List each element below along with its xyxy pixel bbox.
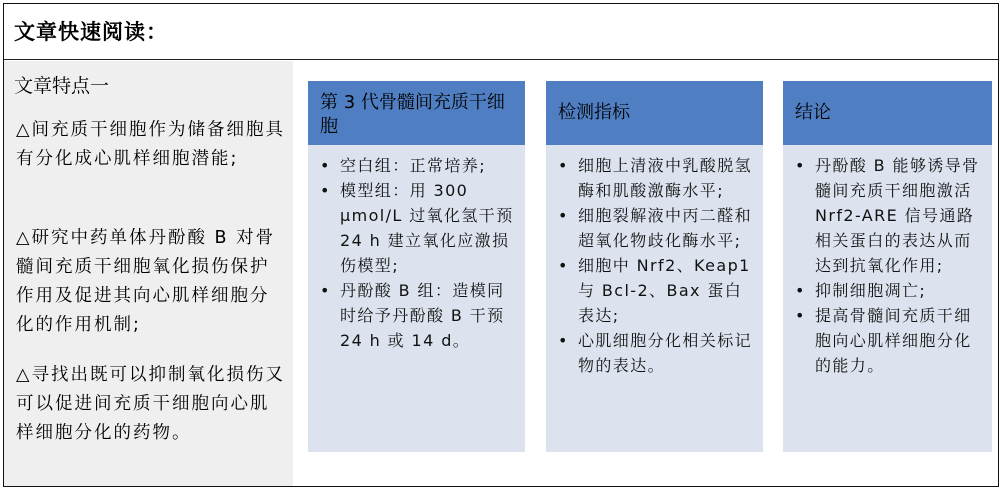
list-item: • 丹酚酸 B 组：造模同时给予丹酚酸 B 干预 24 h 或 14 d。	[318, 278, 517, 353]
column-conclusion	[783, 81, 992, 452]
column-header-conclusion: 结论	[783, 81, 992, 145]
column-cells	[308, 81, 525, 452]
column-body-conclusion	[783, 153, 992, 378]
feature-item-3: △寻找出既可以抑制氧化损伤又可以促进间充质干细胞向心肌样细胞分化的药物。	[16, 365, 285, 443]
list-item: • 抑制细胞凋亡;	[793, 278, 984, 303]
list-item: • 空白组：正常培养;	[318, 153, 517, 178]
list-item: • 心肌细胞分化相关标记物的表达。	[556, 328, 755, 378]
feature-item-2: △研究中药单体丹酚酸 B 对骨髓间充质干细胞氧化损伤保护作用及促进其向心肌样细胞分化的作用机制;	[16, 228, 276, 335]
list-item: • 细胞中 Nrf2、Keap1 与 Bcl-2、Bax 蛋白表达;	[556, 253, 755, 328]
list-item: • 细胞上清液中乳酸脱氢酶和肌酸激酶水平;	[556, 153, 755, 203]
list-item: • 模型组：用 300 μmol/L 过氧化氢干预 24 h 建立氧化应激损伤模型;	[318, 178, 517, 278]
list-item: • 细胞裂解液中丙二醛和超氧化物歧化酶水平;	[556, 203, 755, 253]
column-body-indicators	[546, 153, 763, 378]
column-header-indicators: 检测指标	[546, 81, 763, 145]
title-divider	[4, 59, 998, 60]
feature-item-1: △间充质干细胞作为储备细胞具有分化成心肌样细胞潜能;	[16, 120, 285, 169]
features-heading: 文章特点一	[14, 75, 110, 97]
page-title: 文章快速阅读：	[14, 20, 168, 44]
column-header-cells: 第 3 代骨髓间充质干细胞	[308, 81, 525, 145]
reading-card	[3, 3, 999, 487]
features-panel	[4, 61, 293, 486]
column-indicators	[546, 81, 763, 452]
list-item: • 丹酚酸 B 能够诱导骨髓间充质干细胞激活 Nrf2-ARE 信号通路相关蛋白的表达从而达到抗氧化作用;	[793, 153, 984, 278]
column-body-cells	[308, 153, 525, 353]
list-item: • 提高骨髓间充质干细胞向心肌样细胞分化的能力。	[793, 303, 984, 378]
